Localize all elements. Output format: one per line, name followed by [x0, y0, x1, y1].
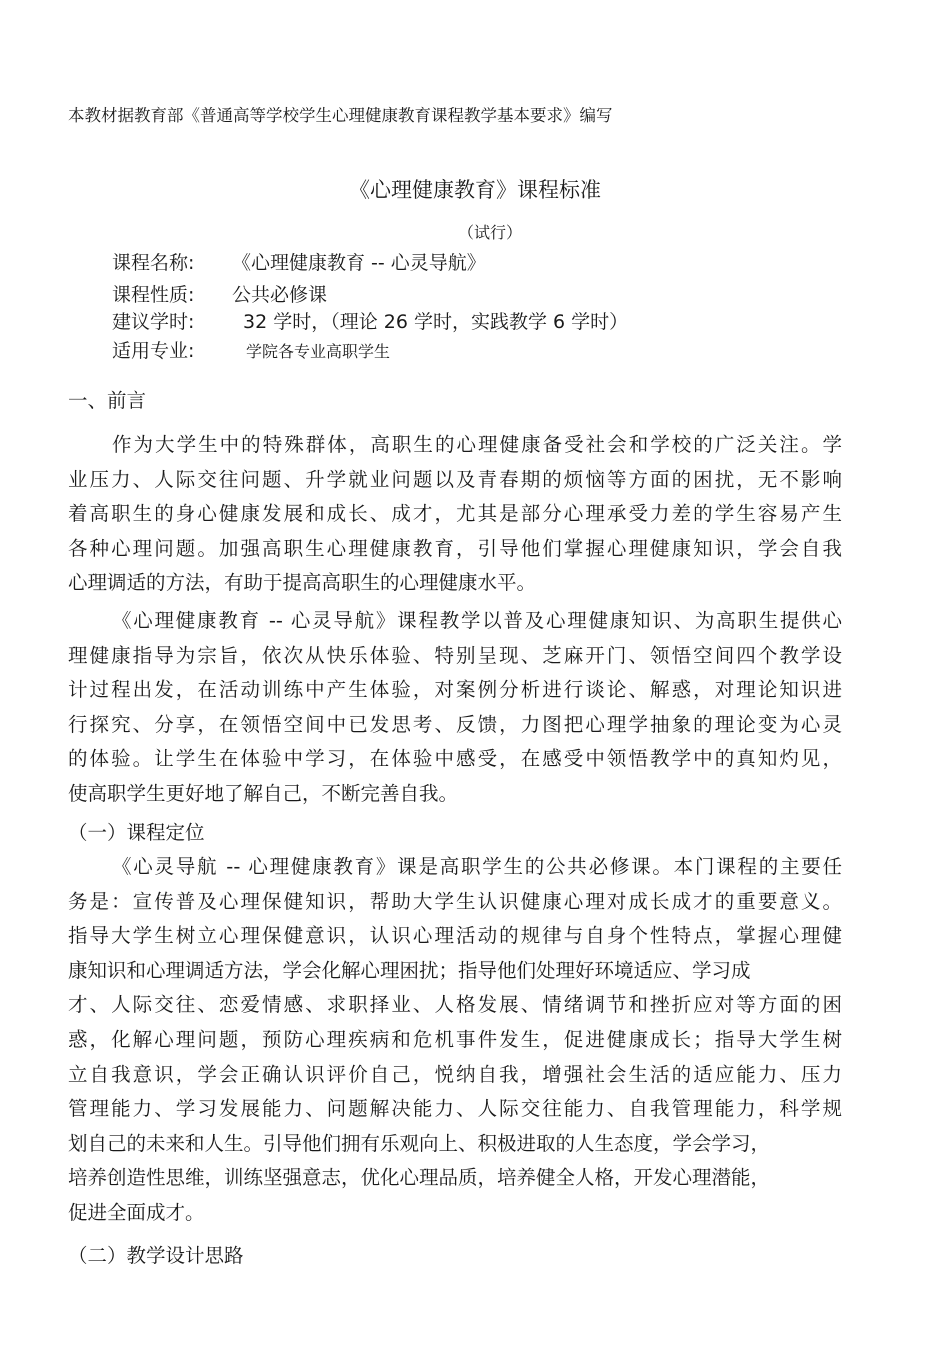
paragraph-line: 使高职学生更好地了解自己，不断完善自我。	[68, 781, 459, 805]
subsection-heading-positioning: （一）课程定位	[68, 821, 205, 844]
paragraph-line: 才、人际交往、恋爱情感、求职择业、人格发展、情绪调节和挫折应对等方面的困	[68, 993, 842, 1017]
paragraph-line: 作为大学生中的特殊群体，高职生的心理健康备受社会和学校的广泛关注。学	[112, 433, 842, 456]
positioning-paragraph	[68, 850, 842, 1231]
course-nature-value: 公共必修课	[232, 284, 328, 306]
course-nature-label: 课程性质:	[112, 284, 195, 306]
course-major-value: 学院各专业高职学生	[246, 342, 391, 361]
paragraph-line: 《心灵导航 -- 心理健康教育》课是高职学生的公共必修课。本门课程的主要任	[112, 855, 842, 878]
paragraph-line: 《心理健康教育 -- 心灵导航》课程教学以普及心理健康知识、为高职生提供心	[112, 609, 842, 632]
section-heading-preface: 一、前言	[68, 389, 147, 412]
preface-paragraph-2	[68, 604, 842, 812]
course-name-value: 《心理健康教育 -- 心灵导航》	[232, 252, 486, 274]
paragraph-line: 立自我意识，学会正确认识评价自己，悦纳自我，增强社会生活的适应能力、压力	[68, 1062, 842, 1086]
paragraph-line: 的体验。让学生在体验中学习，在体验中感受，在感受中领悟教学中的真知灼见，	[68, 747, 842, 771]
paragraph-line: 务是：宣传普及心理保健知识，帮助大学生认识健康心理对成长成才的重要意义。	[68, 889, 842, 913]
paragraph-line: 理健康指导为宗旨，依次从快乐体验、特别呈现、芝麻开门、领悟空间四个教学设	[68, 643, 842, 667]
paragraph-line: 康知识和心理调适方法，学会化解心理困扰；指导他们处理好环境适应、学习成	[68, 958, 751, 982]
paragraph-line: 划自己的未来和人生。引导他们拥有乐观向上、积极进取的人生态度，学会学习，	[68, 1131, 771, 1155]
paragraph-line: 管理能力、学习发展能力、问题解决能力、人际交往能力、自我管理能力，科学规	[68, 1097, 842, 1121]
paragraph-line: 着高职生的身心健康发展和成长、成才，尤其是部分心理承受力差的学生容易产生	[68, 502, 842, 526]
header-note: 本教材据教育部《普通高等学校学生心理健康教育课程教学基本要求》编写	[68, 106, 613, 125]
preface-paragraph-1	[68, 428, 842, 601]
course-major-label: 适用专业:	[112, 340, 195, 362]
paragraph-line: 计过程出发，在活动训练中产生体验，对案例分析进行谈论、解惑，对理论知识进	[68, 678, 842, 702]
paragraph-line: 惑，化解心理问题，预防心理疾病和危机事件发生，促进健康成长；指导大学生树	[68, 1027, 842, 1051]
course-name-label: 课程名称:	[112, 252, 195, 274]
course-hours-value: 32 学时，（理论 26 学时，实践教学 6 学时）	[243, 311, 629, 333]
paragraph-line: 指导大学生树立心理保健意识，认识心理活动的规律与自身个性特点，掌握心理健	[68, 924, 842, 948]
paragraph-line: 心理调适的方法，有助于提高高职生的心理健康水平。	[68, 571, 537, 595]
paragraph-line: 行探究、分享，在领悟空间中已发思考、反馈，力图把心理学抽象的理论变为心灵	[68, 712, 842, 736]
paragraph-line: 各种心理问题。加强高职生心理健康教育，引导他们掌握心理健康知识，学会自我	[68, 536, 842, 560]
document-title: 《心理健康教育》课程标准	[349, 178, 601, 202]
subsection-heading-design: （二）教学设计思路	[68, 1244, 244, 1267]
paragraph-line: 培养创造性思维，训练坚强意志，优化心理品质，培养健全人格，开发心理潜能，	[68, 1166, 771, 1190]
paragraph-line: 业压力、人际交往问题、升学就业问题以及青春期的烦恼等方面的困扰，无不影响	[68, 467, 842, 491]
document-subtitle: （试行）	[457, 223, 522, 242]
course-hours-label: 建议学时:	[112, 311, 195, 333]
paragraph-line: 促进全面成才。	[68, 1200, 205, 1224]
